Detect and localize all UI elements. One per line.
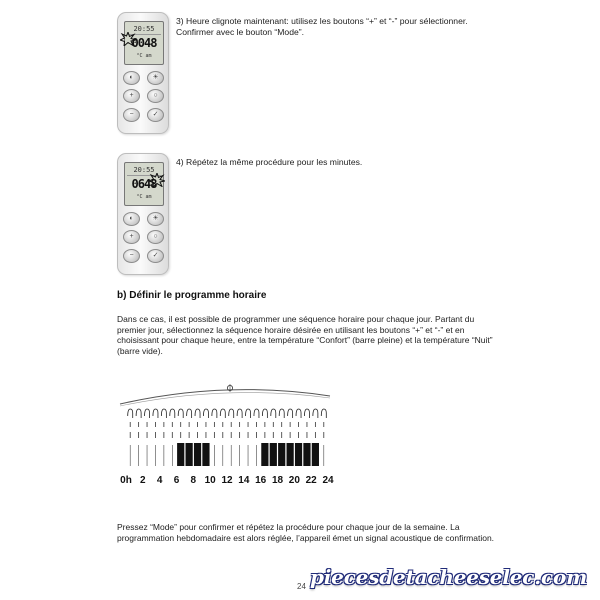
x-tick-label: 24 [322,475,334,486]
program-bar-hour-17 [270,443,277,466]
lcd-clock-2: 20:55 [127,165,161,176]
lcd-status-2: °C am [136,194,152,200]
hour-clip-mark [246,409,251,418]
remote-2-button-left-top: ◐ [123,212,140,226]
program-bar-hour-7 [186,443,193,466]
hour-clip-mark [271,409,276,418]
x-tick-label: 8 [190,475,197,486]
hourly-program-chart [110,382,340,488]
remote-2-button-right-mid: ○ [147,230,164,244]
program-bar-hour-19 [287,443,294,466]
program-bar-hour-21 [303,443,310,466]
program-bar-hour-22 [312,443,319,466]
hour-clip-mark [153,409,158,418]
blink-burst-icon [149,173,165,187]
blink-burst-icon [120,32,136,46]
hour-clip-mark [296,409,301,418]
program-bar-hour-20 [295,443,302,466]
hour-clip-mark [145,409,150,418]
hour-clip-mark [220,409,225,418]
x-tick-label: 20 [288,475,300,486]
remote-1-button-left-bottom: − [123,108,140,122]
remote-1-button-right-mid: ○ [147,89,164,103]
x-tick-label: 18 [271,475,284,486]
remote-2-button-left-bottom: − [123,249,140,263]
thermostat-remote-1 [117,12,169,134]
closing-paragraph: Pressez “Mode” pour confirmer et répétez la procédure pour chaque jour de la semaine. La programmation hebdomadaire est alors réglée, l’appareil émet un signal acoustique de confirmation. [117,522,495,543]
remote-2-button-left-mid: + [123,230,140,244]
x-tick-label: 22 [305,475,317,486]
hour-clip-mark [212,409,217,418]
program-bar-hour-8 [194,443,201,466]
thermostat-remote-2 [117,153,169,275]
hour-clip-mark [229,409,234,418]
hour-clip-mark [128,409,133,418]
program-bar-hour-6 [177,443,184,466]
hour-clip-mark [254,409,259,418]
program-bar-hour-9 [202,443,209,466]
remote-1-button-left-top: ◐ [123,71,140,85]
hour-clip-mark [178,409,183,418]
x-tick-label: 16 [255,475,267,486]
x-tick-label: 14 [238,475,250,486]
x-tick-label: 6 [173,475,180,486]
remote-1-button-right-bottom: ✓ [147,108,164,122]
section-paragraph: Dans ce cas, il est possible de programmer une séquence horaire pour chaque jour. Partant du premier jour, sélectionnez la séquence horaire désirée en utilisant les boutons “+” et “-” et en choisissant pour chaque heure, entre la température “Confort” (barre pleine) et la température “Nuit” (barre vide). [117,314,493,356]
hour-clip-mark [237,409,242,418]
hour-clip-mark [279,409,284,418]
lcd-display-1 [124,21,164,65]
x-tick-label: 12 [221,475,233,486]
hour-clip-mark [262,409,267,418]
step-4-text: 4) Répétez la même procédure pour les minutes. [176,157,363,167]
program-bar-hour-16 [261,443,268,466]
program-bar-hour-18 [278,443,285,466]
remote-2-button-right-top: ☀ [147,212,164,226]
x-tick-label: 2 [140,475,146,486]
remote-1-button-left-mid: + [123,89,140,103]
lcd-main-2: 0648 [131,177,157,191]
x-tick-label: 10 [204,475,216,486]
hour-clip-mark [203,409,208,418]
remote-1-button-right-top: ☀ [147,71,164,85]
watermark-logo: piecesdetacheeselec.com [310,565,588,589]
hour-clip-mark [313,409,318,418]
x-tick-label: 4 [156,475,163,486]
lcd-status-1: °C am [136,53,152,59]
hour-clip-mark [288,409,293,418]
remote-2-button-right-bottom: ✓ [147,249,164,263]
lcd-display-2 [124,162,164,206]
chart-decoration [120,384,330,406]
hour-clip-mark [136,409,141,418]
page-number: 24 [297,582,306,591]
hour-clip-mark [304,409,309,418]
step-3-text: 3) Heure clignote maintenant: utilisez les boutons “+” et “-” pour sélectionner. Confirmer avec le bouton “Mode”. [176,16,468,37]
section-heading: b) Définir le programme horaire [117,290,267,301]
hour-clip-mark [195,409,200,418]
hour-clip-mark [161,409,166,418]
hour-clip-mark [321,409,326,418]
hour-clip-mark [187,409,192,418]
lcd-main-1: 0048 [131,36,157,50]
lcd-clock-1: 20:55 [127,24,161,35]
x-tick-label: 0h [120,475,132,486]
hour-clip-mark [170,409,175,418]
